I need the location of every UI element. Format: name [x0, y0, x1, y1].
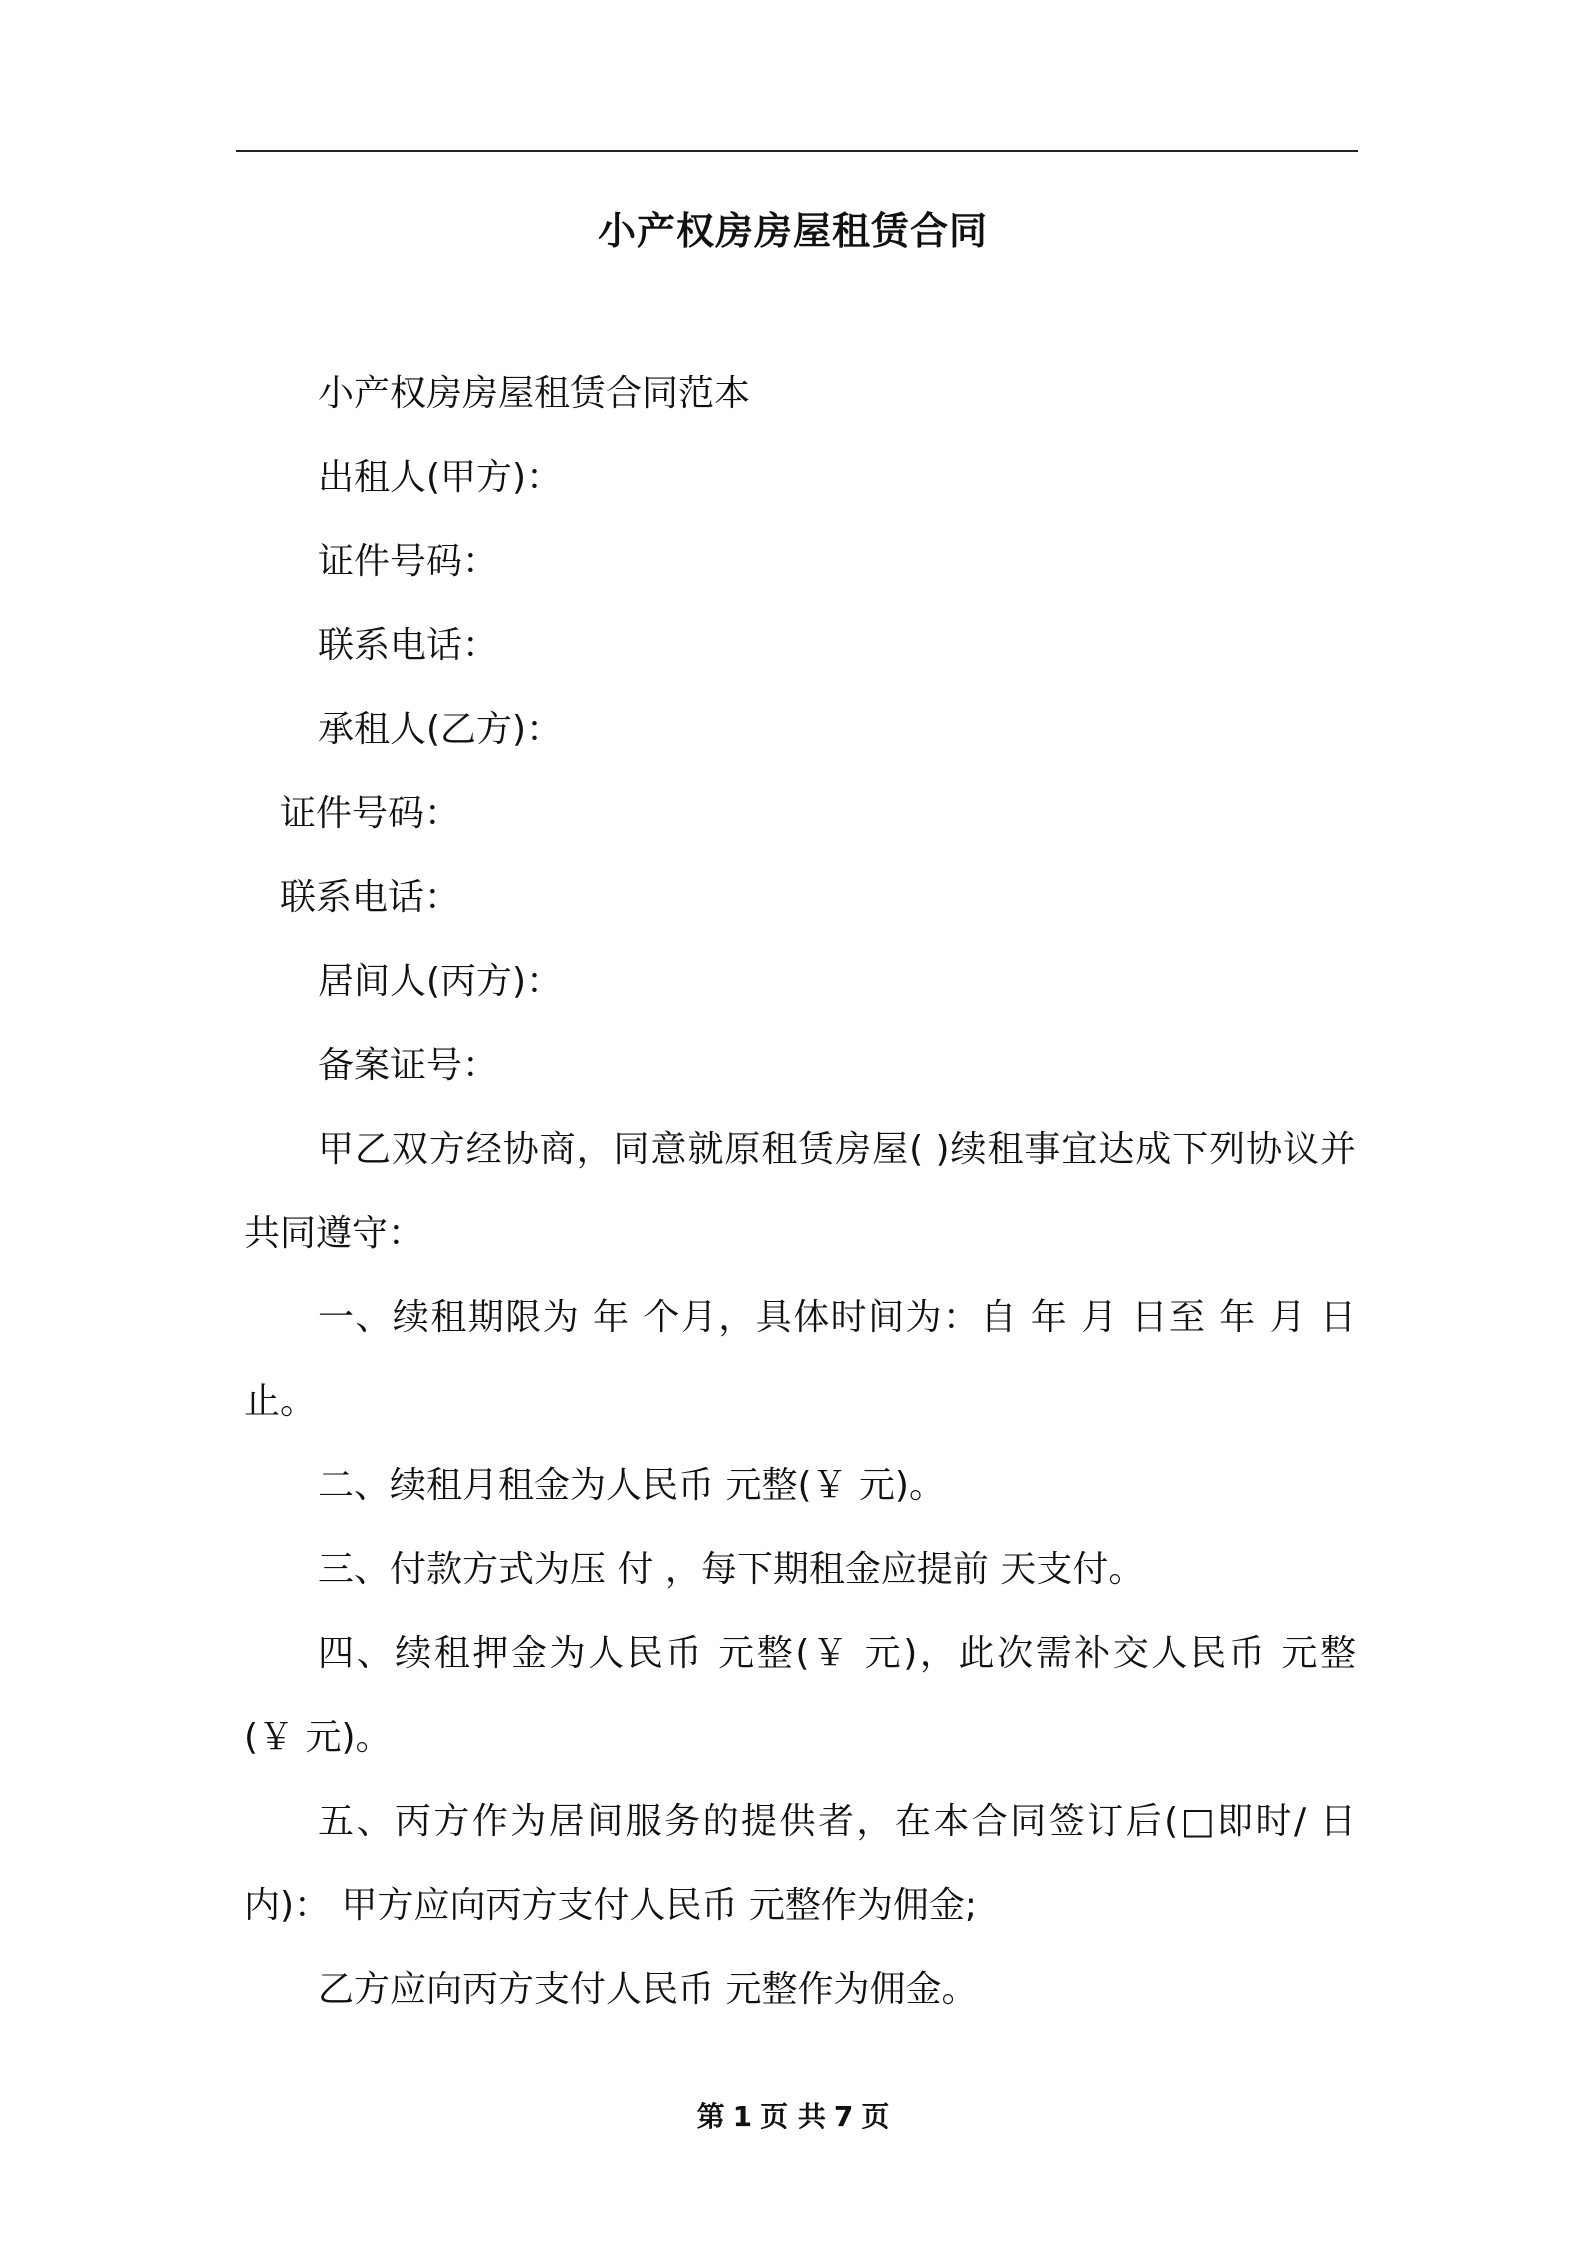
clause-5-line-1: 五、丙方作为居间服务的提供者，在本合同签订后(□即时/ 日: [318, 1801, 1356, 1842]
footer-prefix: 第: [696, 2100, 725, 2133]
lessor-id-line: 证件号码：: [318, 541, 499, 582]
lessor-phone-line: 联系电话：: [318, 625, 499, 666]
lessee-line: 承租人(乙方)：: [318, 709, 563, 750]
lessor-line: 出租人(甲方)：: [318, 457, 563, 498]
clause-4-line-1: 四、续租押金为人民币 元整(￥ 元)，此次需补交人民币 元整: [318, 1633, 1356, 1674]
agreement-paragraph-line-2: 共同遵守：: [244, 1213, 425, 1254]
subtitle-line: 小产权房房屋租赁合同范本: [318, 373, 751, 414]
total-pages-number: 7: [833, 2100, 854, 2133]
clause-5-line-3: 乙方应向丙方支付人民币 元整作为佣金。: [318, 1969, 978, 2010]
current-page-number: 1: [732, 2100, 753, 2133]
lessee-phone-line: 联系电话：: [280, 877, 461, 918]
intermediary-line: 居间人(丙方)：: [318, 961, 563, 1002]
lessee-id-line: 证件号码：: [280, 793, 461, 834]
document-title: 小产权房房屋租赁合同: [597, 209, 988, 253]
page-footer: [0, 2095, 1586, 2135]
clause-5-line-2: 内)： 甲方应向丙方支付人民币 元整作为佣金;: [244, 1885, 978, 1926]
filing-number-line: 备案证号：: [318, 1045, 499, 1086]
clause-3-line: 三、付款方式为压 付 ，每下期租金应提前 天支付。: [318, 1549, 1145, 1590]
clause-1-line-2: 止。: [244, 1381, 317, 1422]
clause-1-line-1: 一、续租期限为 年 个月，具体时间为：自 年 月 日至 年 月 日: [318, 1297, 1356, 1338]
clause-4-line-2: (￥ 元)。: [244, 1717, 392, 1758]
footer-suffix: 页: [861, 2100, 890, 2133]
footer-mid: 页 共: [760, 2100, 826, 2133]
agreement-paragraph-line-1: 甲乙双方经协商，同意就原租赁房屋( )续租事宜达成下列协议并: [318, 1129, 1356, 1170]
header-rule: [236, 150, 1358, 152]
clause-2-line: 二、续租月租金为人民币 元整(￥ 元)。: [318, 1465, 945, 1506]
